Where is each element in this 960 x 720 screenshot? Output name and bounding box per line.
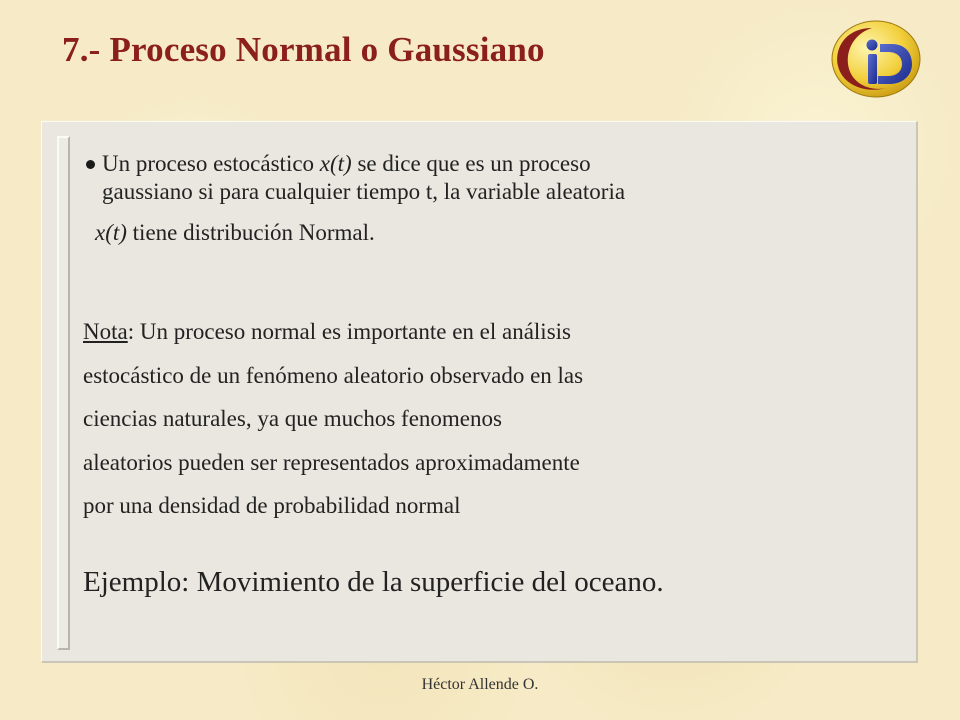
note-line2: estocástico de un fenómeno aleatorio observado en las <box>83 362 584 388</box>
bullet-line3-suffix: tiene distribución Normal. <box>126 220 375 245</box>
content-panel <box>41 121 918 663</box>
example-text: Ejemplo: Movimiento de la superficie del oceano. <box>83 566 664 598</box>
footer-author: Héctor Allende O. <box>421 676 539 693</box>
note-line3: ciencias naturales, ya que muchos fenomenos <box>83 406 502 431</box>
bullet-line2: gaussiano si para cualquier tiempo t, la variable aleatoria <box>102 179 626 204</box>
panel-edge-bar <box>57 136 70 650</box>
id-logo <box>826 14 922 100</box>
bullet-line1-prefix: Un proceso estocástico <box>102 151 320 176</box>
bullet-continuation <box>95 220 375 246</box>
bullet-line1-suffix: se dice que es un proceso <box>351 151 591 176</box>
note-label: Nota <box>83 319 128 344</box>
bullet-item <box>86 150 886 206</box>
bullet-text <box>102 150 886 206</box>
note-paragraph <box>83 310 903 528</box>
note-line1: : Un proceso normal es importante en el análisis <box>127 319 571 344</box>
slide-title: 7.- Proceso Normal o Gaussiano <box>62 30 545 69</box>
bullet-dot-icon <box>86 160 95 169</box>
note-line5: por una densidad de probabilidad normal <box>83 493 461 518</box>
note-line4: aleatorios pueden ser representados aproximadamente <box>83 449 580 475</box>
bullet-line3-var: x(t) <box>95 220 127 245</box>
bullet-line1-var: x(t) <box>319 151 352 176</box>
